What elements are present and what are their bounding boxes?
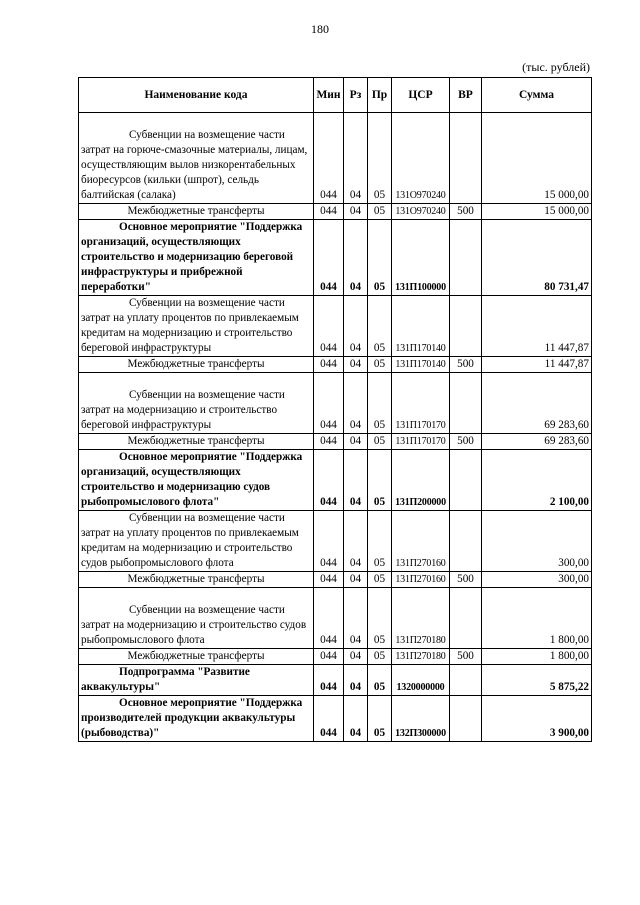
row-sum: 1 800,00 <box>482 649 592 665</box>
row-rz: 04 <box>344 572 368 588</box>
header-pr: Пр <box>368 78 392 113</box>
page-number: 180 <box>311 22 329 36</box>
row-min: 044 <box>314 665 344 696</box>
row-pr: 05 <box>368 665 392 696</box>
header-csr: ЦСР <box>392 78 450 113</box>
row-name: Субвенции на возмещение части затрат на горюче-смазочные материалы, лицам, осуществляющим вылов низкорентабельных биоресурсов (кильки (шпрот), сельдь балтийская (салака) <box>79 113 314 204</box>
row-vr <box>450 511 482 572</box>
row-min: 044 <box>314 696 344 742</box>
header-rz: Рз <box>344 78 368 113</box>
row-rz: 04 <box>344 357 368 373</box>
row-csr: 131О970240 <box>392 113 450 204</box>
row-name: Межбюджетные трансферты <box>79 204 314 220</box>
row-csr: 131П270160 <box>392 572 450 588</box>
row-rz: 04 <box>344 649 368 665</box>
row-name: Межбюджетные трансферты <box>79 649 314 665</box>
row-name: Основное мероприятие "Поддержка организаций, осуществляющих строительство и модернизацию судов рыбопромыслового флота" <box>79 450 314 511</box>
row-vr <box>450 588 482 649</box>
row-vr <box>450 665 482 696</box>
row-vr <box>450 450 482 511</box>
header-sum: Сумма <box>482 78 592 113</box>
row-min: 044 <box>314 572 344 588</box>
table-row <box>79 357 592 373</box>
row-csr: 131П100000 <box>392 220 450 296</box>
units-label: (тыс. рублей) <box>522 60 590 74</box>
row-sum: 69 283,60 <box>482 434 592 450</box>
row-name: Субвенции на возмещение части затрат на модернизацию и строительство судов рыбопромыслового флота <box>79 588 314 649</box>
row-csr: 132П300000 <box>392 696 450 742</box>
row-pr: 05 <box>368 373 392 434</box>
row-vr <box>450 696 482 742</box>
row-rz: 04 <box>344 665 368 696</box>
table-header-row <box>79 78 592 113</box>
table-row <box>79 696 592 742</box>
row-sum: 3 900,00 <box>482 696 592 742</box>
row-pr: 05 <box>368 696 392 742</box>
row-rz: 04 <box>344 113 368 204</box>
row-vr <box>450 296 482 357</box>
row-pr: 05 <box>368 572 392 588</box>
row-vr: 500 <box>450 204 482 220</box>
row-name: Подпрограмма "Развитие аквакультуры" <box>79 665 314 696</box>
row-csr: 131О970240 <box>392 204 450 220</box>
row-vr: 500 <box>450 357 482 373</box>
row-min: 044 <box>314 588 344 649</box>
row-pr: 05 <box>368 649 392 665</box>
row-csr: 131П170170 <box>392 434 450 450</box>
table-row <box>79 434 592 450</box>
row-rz: 04 <box>344 588 368 649</box>
row-pr: 05 <box>368 204 392 220</box>
row-min: 044 <box>314 511 344 572</box>
row-vr <box>450 220 482 296</box>
row-pr: 05 <box>368 296 392 357</box>
row-pr: 05 <box>368 357 392 373</box>
row-rz: 04 <box>344 434 368 450</box>
row-min: 044 <box>314 434 344 450</box>
table-row <box>79 113 592 204</box>
row-pr: 05 <box>368 434 392 450</box>
table-row <box>79 649 592 665</box>
row-min: 044 <box>314 296 344 357</box>
row-rz: 04 <box>344 373 368 434</box>
row-sum: 300,00 <box>482 572 592 588</box>
row-rz: 04 <box>344 696 368 742</box>
row-rz: 04 <box>344 220 368 296</box>
row-min: 044 <box>314 450 344 511</box>
row-csr: 131П170140 <box>392 357 450 373</box>
row-sum: 15 000,00 <box>482 113 592 204</box>
table-row <box>79 572 592 588</box>
row-sum: 1 800,00 <box>482 588 592 649</box>
row-csr: 131П200000 <box>392 450 450 511</box>
row-rz: 04 <box>344 511 368 572</box>
row-pr: 05 <box>368 450 392 511</box>
row-sum: 80 731,47 <box>482 220 592 296</box>
row-sum: 5 875,22 <box>482 665 592 696</box>
row-min: 044 <box>314 113 344 204</box>
row-csr: 131П270160 <box>392 511 450 572</box>
row-pr: 05 <box>368 220 392 296</box>
row-csr: 131П270180 <box>392 588 450 649</box>
row-pr: 05 <box>368 113 392 204</box>
budget-table <box>78 77 592 742</box>
row-sum: 2 100,00 <box>482 450 592 511</box>
row-min: 044 <box>314 357 344 373</box>
row-min: 044 <box>314 220 344 296</box>
row-min: 044 <box>314 373 344 434</box>
row-name: Межбюджетные трансферты <box>79 572 314 588</box>
table-row <box>79 373 592 434</box>
table-row <box>79 450 592 511</box>
row-vr <box>450 373 482 434</box>
row-vr: 500 <box>450 572 482 588</box>
row-csr: 131П270180 <box>392 649 450 665</box>
row-sum: 11 447,87 <box>482 357 592 373</box>
row-min: 044 <box>314 649 344 665</box>
row-pr: 05 <box>368 511 392 572</box>
row-csr: 1320000000 <box>392 665 450 696</box>
header-name: Наименование кода <box>79 78 314 113</box>
header-min: Мин <box>314 78 344 113</box>
table-row <box>79 665 592 696</box>
row-vr: 500 <box>450 649 482 665</box>
row-vr: 500 <box>450 434 482 450</box>
table-row <box>79 204 592 220</box>
row-name: Субвенции на возмещение части затрат на уплату процентов по привлекаемым кредитам на модернизацию и строительство береговой инфраструктуры <box>79 296 314 357</box>
table-row <box>79 588 592 649</box>
header-vr: ВР <box>450 78 482 113</box>
row-rz: 04 <box>344 296 368 357</box>
row-name: Межбюджетные трансферты <box>79 434 314 450</box>
row-name: Межбюджетные трансферты <box>79 357 314 373</box>
row-rz: 04 <box>344 450 368 511</box>
row-name: Субвенции на возмещение части затрат на уплату процентов по привлекаемым кредитам на модернизацию и строительство судов рыбопромыслового флота <box>79 511 314 572</box>
row-name: Субвенции на возмещение части затрат на модернизацию и строительство береговой инфраструктуры <box>79 373 314 434</box>
row-min: 044 <box>314 204 344 220</box>
row-vr <box>450 113 482 204</box>
table-row <box>79 511 592 572</box>
row-rz: 04 <box>344 204 368 220</box>
row-sum: 300,00 <box>482 511 592 572</box>
row-csr: 131П170170 <box>392 373 450 434</box>
row-sum: 69 283,60 <box>482 373 592 434</box>
row-pr: 05 <box>368 588 392 649</box>
row-sum: 15 000,00 <box>482 204 592 220</box>
row-name: Основное мероприятие "Поддержка организаций, осуществляющих строительство и модернизацию береговой инфраструктуры и прибрежной переработки" <box>79 220 314 296</box>
row-sum: 11 447,87 <box>482 296 592 357</box>
table-row <box>79 296 592 357</box>
row-name: Основное мероприятие "Поддержка производителей продукции аквакультуры (рыбоводства)" <box>79 696 314 742</box>
row-csr: 131П170140 <box>392 296 450 357</box>
table-row <box>79 220 592 296</box>
